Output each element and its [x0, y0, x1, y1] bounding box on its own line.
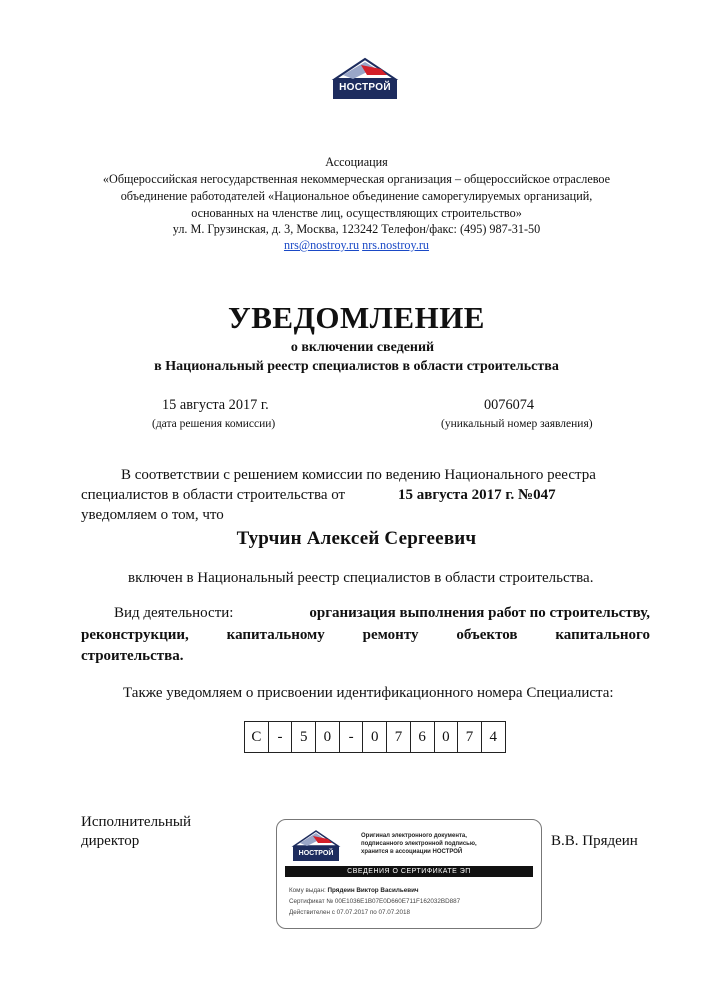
id-char: 0 — [435, 722, 459, 752]
contact-links — [0, 237, 713, 254]
stamp-note: Оригинал электронного документа, подписанного электронной подписью, хранится в ассоциации НОСТРОЙ — [361, 833, 477, 855]
stamp-bar: СВЕДЕНИЯ О СЕРТИФИКАТЕ ЭП — [285, 866, 533, 877]
body-line: уведомляем о том, что — [81, 507, 224, 523]
decision-reference: 15 августа 2017 г. №047 — [398, 487, 556, 503]
inclusion-statement: включен в Национальный реестр специалистов в области строительства. — [128, 570, 594, 586]
logo-text: НОСТРОЙ — [335, 81, 395, 95]
org-address: ул. М. Грузинская, д. 3, Москва, 123242 Телефон/факс: (495) 987-31-50 — [172, 222, 541, 236]
id-char: 7 — [458, 722, 482, 752]
subtitle: в Национальный реестр специалистов в области строительства — [154, 359, 559, 374]
id-char: 5 — [292, 722, 316, 752]
activity-text: организация выполнения работ по строительству, — [309, 605, 650, 621]
decision-date: 15 августа 2017 г. — [162, 397, 269, 413]
nostroy-logo — [331, 55, 399, 101]
stamp-logo: НОСТРОЙ — [291, 828, 341, 862]
id-char: 4 — [489, 729, 497, 745]
id-char: 0 — [363, 722, 387, 752]
decision-date-caption: (дата решения комиссии) — [152, 418, 276, 430]
org-name-line: объединение работодателей «Национальное объединение саморегулируемых организаций, — [120, 189, 593, 203]
page-title: УВЕДОМЛЕНИЕ — [228, 300, 485, 335]
specialist-name: Турчин Алексей Сергеевич — [236, 528, 477, 549]
email-link[interactable]: nrs@nostroy.ru — [283, 238, 360, 252]
specialist-id — [244, 721, 506, 753]
stamp-validity: Действителен с 07.07.2017 по 07.07.2018 — [289, 909, 411, 916]
org-name-line: «Общероссийская негосударственная некоммерческая организация – общероссийское отраслевое — [102, 172, 611, 186]
body-line: В соответствии с решением комиссии по ведению Национального реестра — [121, 467, 596, 483]
signer-position: Исполнительный — [81, 814, 192, 830]
site-link[interactable]: nrs.nostroy.ru — [362, 238, 430, 252]
stamp-issued-to: Кому выдан: Прядеин Виктор Васильевич — [289, 887, 419, 894]
activity-text: строительства. — [81, 648, 184, 664]
id-char: С — [245, 722, 269, 752]
subtitle: о включении сведений — [290, 340, 435, 355]
id-notice: Также уведомляем о присвоении идентификационного номера Специалиста: — [123, 685, 614, 701]
application-number: 0076074 — [484, 397, 535, 413]
activity-label: Вид деятельности: — [114, 605, 234, 621]
signer-name: В.В. Прядеин — [551, 833, 638, 849]
e-signature-stamp — [276, 819, 542, 929]
stamp-certificate: Сертификат № 00E1036E1B07E0D660E711F162032BD887 — [289, 898, 461, 905]
id-char: 0 — [316, 722, 340, 752]
body-line: специалистов в области строительства от — [81, 487, 346, 503]
activity-text: реконструкции, капитальному ремонту объектов капитального — [81, 627, 650, 643]
id-char: - — [340, 722, 364, 752]
id-char: 6 — [411, 722, 435, 752]
id-char: 7 — [387, 722, 411, 752]
org-name-line: основанных на членстве лиц, осуществляющих строительство» — [191, 206, 522, 220]
id-char: - — [269, 722, 293, 752]
org-name-line: Ассоциация — [325, 155, 388, 169]
signer-position: директор — [81, 833, 140, 849]
application-number-caption: (уникальный номер заявления) — [441, 418, 593, 430]
